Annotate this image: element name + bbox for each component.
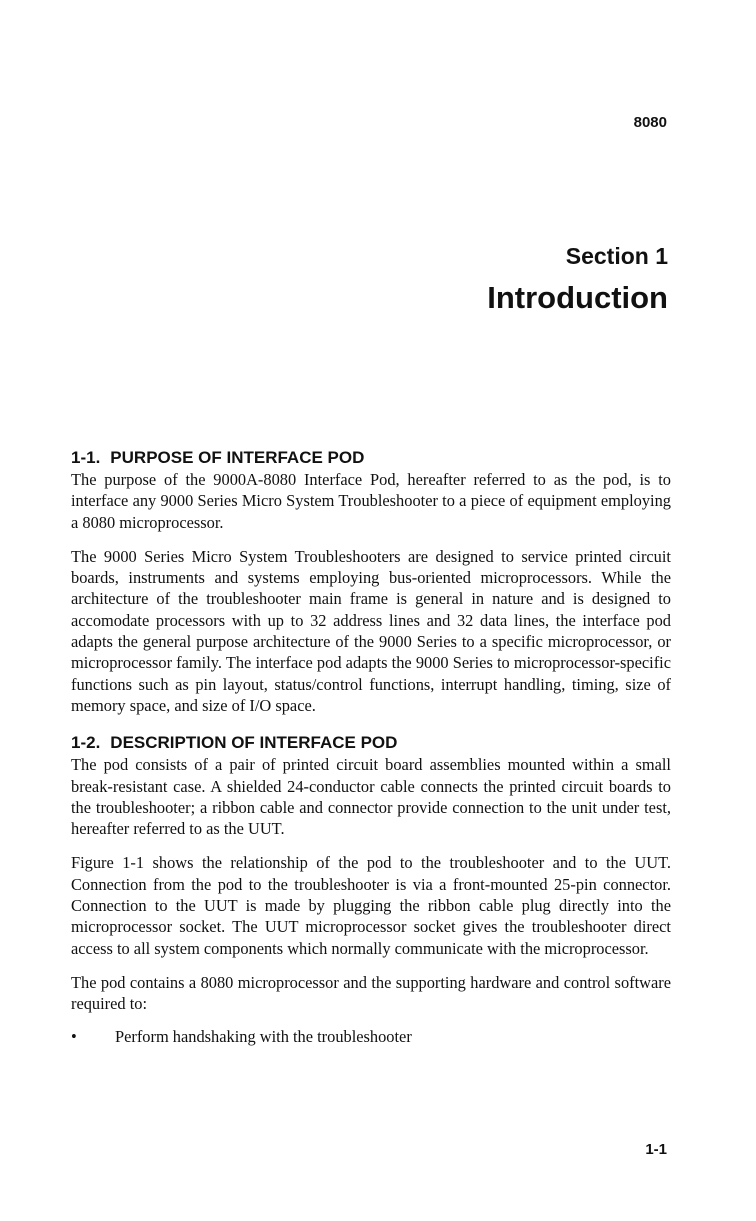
header-code: 8080 [633, 114, 667, 131]
heading-number: 1-2. [71, 733, 101, 753]
heading-number: 1-1. [71, 448, 101, 467]
section-heading-1-1 [71, 447, 671, 469]
bullet-list [71, 1026, 671, 1047]
paragraph: The pod consists of a pair of printed circuit board assemblies mounted within a small break-resistant case. A shielded 24-conductor cable connects the printed circuit boards to the troubleshooter; a ribbon cable and connector provide connection to the unit under test, hereafter referred to as the UUT. [71, 755, 671, 839]
section-heading-1-2 [71, 732, 671, 754]
paragraph: The purpose of the 9000A-8080 Interface Pod, hereafter referred to as the pod, is to interface any 9000 Series Micro System Troubleshooter to a piece of equipment employing a 8080 microprocessor. [71, 470, 671, 532]
list-item-text: Perform handshaking with the troubleshooter [115, 1026, 412, 1046]
paragraph: The 9000 Series Micro System Troubleshooters are designed to service printed circuit boards, instruments and systems employing bus-oriented microprocessors. While the architecture of the troubleshooter main frame is general in nature and is designed to accomodate processors with up to 32 address lines and 32 data lines, the interface pod adapts the general purpose architecture of the 9000 Series to a specific microprocessor, or microprocessor family. The interface pod adapts the 9000 Series to microprocessor-specific functions such as pin layout, status/control functions, interrupt handling, timing, size of memory space, and size of I/O space. [71, 546, 671, 715]
page-number: 1-1 [645, 1141, 667, 1158]
section-label: Section 1 [565, 243, 668, 269]
heading-text: PURPOSE OF INTERFACE POD [110, 448, 365, 467]
list-item [71, 1026, 671, 1047]
section-title: Introduction [487, 280, 668, 315]
body-content [71, 447, 671, 1047]
paragraph: Figure 1-1 shows the relationship of the pod to the troubleshooter and to the UUT. Connection from the pod to the troubleshooter is via a front-mounted 25-pin connector. Connection to the UUT is made by plugging the ribbon cable plug directly into the microprocessor socket. The UUT microprocessor socket gives the troubleshooter direct access to all system components which normally communicate with the microprocessor. [71, 853, 671, 958]
heading-text: DESCRIPTION OF INTERFACE POD [110, 733, 398, 753]
paragraph: The pod contains a 8080 microprocessor and the supporting hardware and control software required to: [71, 972, 671, 1014]
bullet-icon: • [71, 1026, 77, 1046]
